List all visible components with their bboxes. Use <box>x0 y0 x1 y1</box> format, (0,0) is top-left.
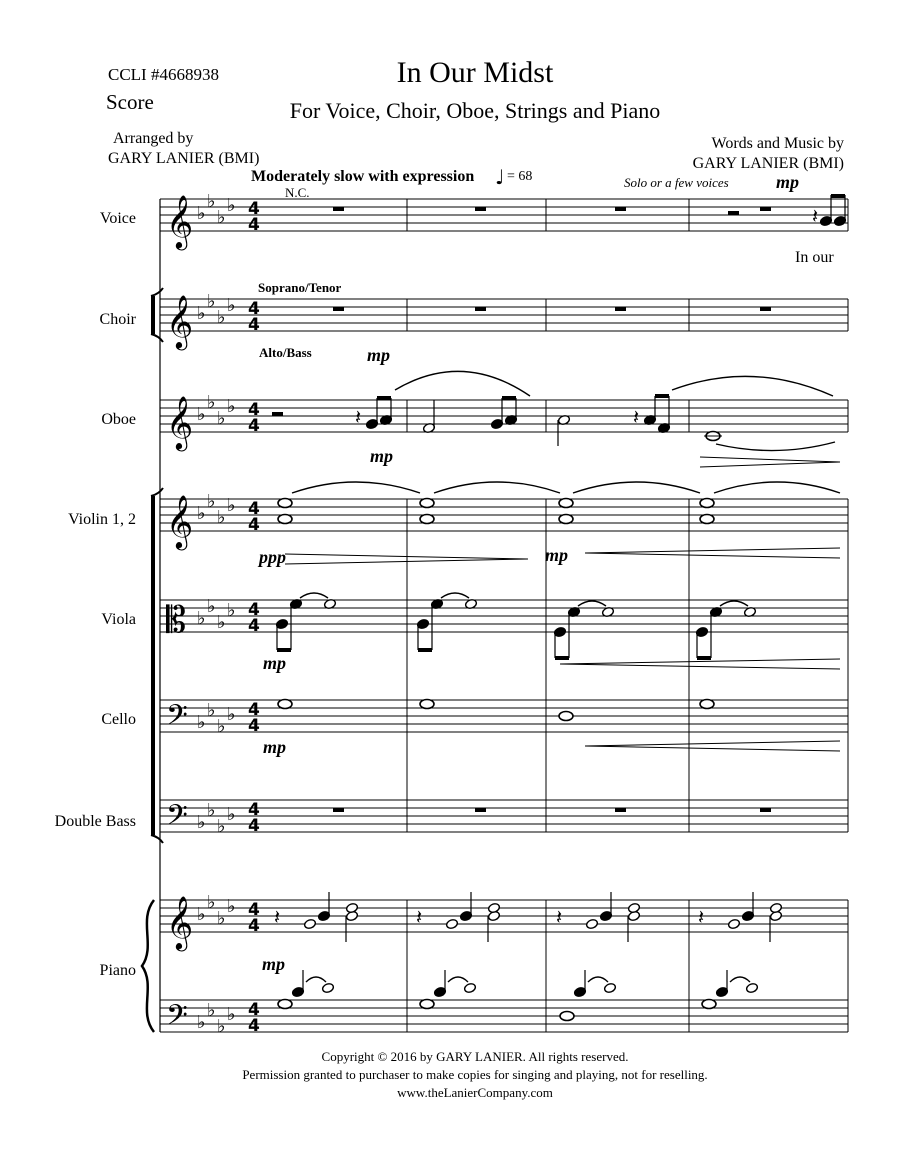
whole-note <box>700 700 714 709</box>
quarter-rest-icon: 𝄽 <box>416 905 423 929</box>
whole-note <box>420 499 434 508</box>
score-label: Score <box>106 90 154 114</box>
instrument-label-voice: Voice <box>99 210 136 227</box>
flat-icon: ♭ <box>197 404 206 425</box>
flat-icon: ♭ <box>197 303 206 324</box>
notehead <box>321 982 334 993</box>
dynamic-ppp-violin: ppp <box>259 547 286 567</box>
time-signature-4: 4 <box>248 916 260 936</box>
hairpin <box>585 548 840 553</box>
instrument-label-violin: Violin 1, 2 <box>68 511 136 528</box>
dynamic-mp-oboe-below: mp <box>370 446 394 466</box>
slur <box>300 593 328 598</box>
whole-rest-icon <box>475 207 486 211</box>
flat-icon: ♭ <box>217 207 226 228</box>
whole-note <box>700 499 714 508</box>
whole-note <box>702 1000 716 1009</box>
composer-name: GARY LANIER (BMI) <box>692 155 844 172</box>
notehead <box>445 918 458 929</box>
whole-note <box>559 499 573 508</box>
slur <box>730 977 750 982</box>
choir-bracket <box>151 296 155 334</box>
flat-icon: ♭ <box>227 704 236 725</box>
whole-rest-icon <box>333 808 344 812</box>
strings-bracket <box>151 496 155 835</box>
no-chord-marking: N.C. <box>285 185 310 200</box>
dynamic-mp-piano: mp <box>262 954 286 974</box>
time-signature-4: 4 <box>248 515 260 535</box>
notehead <box>769 902 782 913</box>
notehead <box>303 918 316 929</box>
notehead <box>487 902 500 913</box>
time-signature-4: 4 <box>248 499 260 519</box>
soprano-tenor-label: Soprano/Tenor <box>258 280 342 295</box>
slur <box>292 482 420 493</box>
whole-rest-icon <box>760 207 771 211</box>
flat-icon: ♭ <box>207 491 216 512</box>
flat-icon: ♭ <box>207 191 216 212</box>
notehead <box>345 902 358 913</box>
whole-note <box>700 515 714 524</box>
flat-icon: ♭ <box>207 800 216 821</box>
flat-icon: ♭ <box>217 908 226 929</box>
treble-clef-icon: 𝄞 <box>166 294 194 348</box>
tempo-quarter-note-icon: ♩ <box>495 165 505 189</box>
flat-icon: ♭ <box>217 507 226 528</box>
whole-rest-icon <box>333 307 344 311</box>
flat-icon: ♭ <box>207 700 216 721</box>
whole-rest-icon <box>760 808 771 812</box>
flat-icon: ♭ <box>207 596 216 617</box>
whole-rest-icon <box>760 307 771 311</box>
time-signature-4: 4 <box>248 1016 260 1036</box>
website-url: www.theLanierCompany.com <box>397 1085 553 1100</box>
flat-icon: ♭ <box>217 816 226 837</box>
copyright-notice: Copyright © 2016 by GARY LANIER. All rights reserved. <box>321 1049 629 1064</box>
permission-notice: Permission granted to purchaser to make copies for singing and playing, not for reselling. <box>242 1067 708 1082</box>
quarter-rest-icon: 𝄽 <box>274 905 281 929</box>
flat-icon: ♭ <box>217 1016 226 1037</box>
dynamic-mp-cello: mp <box>263 737 287 757</box>
slur <box>578 601 606 606</box>
time-signature-4: 4 <box>248 416 260 436</box>
hairpin <box>585 746 840 751</box>
time-signature-4: 4 <box>248 716 260 736</box>
whole-rest-icon <box>615 808 626 812</box>
quarter-rest-icon: 𝄽 <box>556 905 563 929</box>
quarter-rest-icon: 𝄽 <box>633 405 640 429</box>
strings-bracket-bottom <box>151 835 163 843</box>
time-signature-4: 4 <box>248 900 260 920</box>
choir-bracket-bottom <box>151 334 163 342</box>
slur <box>441 593 469 598</box>
flat-icon: ♭ <box>207 1000 216 1021</box>
flat-icon: ♭ <box>227 195 236 216</box>
hairpin <box>700 462 840 467</box>
slur <box>573 482 700 493</box>
flat-icon: ♭ <box>207 291 216 312</box>
flat-icon: ♭ <box>197 503 206 524</box>
half-rest-icon <box>728 211 739 215</box>
flat-icon: ♭ <box>227 295 236 316</box>
slur <box>306 977 326 982</box>
time-signature-4: 4 <box>248 800 260 820</box>
treble-clef-icon: 𝄞 <box>166 895 194 949</box>
notehead <box>727 918 740 929</box>
whole-rest-icon <box>475 808 486 812</box>
time-signature-4: 4 <box>248 400 260 420</box>
whole-note <box>278 700 292 709</box>
bass-clef-icon: 𝄢 <box>166 799 188 839</box>
flat-icon: ♭ <box>227 495 236 516</box>
treble-clef-icon: 𝄞 <box>166 395 194 449</box>
time-signature-4: 4 <box>248 700 260 720</box>
hairpin <box>560 664 840 669</box>
slur <box>434 482 560 493</box>
solo-note: Solo or a few voices <box>624 175 729 190</box>
quarter-rest-icon: 𝄽 <box>355 405 362 429</box>
instrument-label-viola: Viola <box>101 611 136 628</box>
slur <box>395 371 530 396</box>
whole-note <box>420 515 434 524</box>
page-title: In Our Midst <box>396 56 554 89</box>
choir-bracket-top <box>151 288 163 296</box>
slur <box>588 977 608 982</box>
flat-icon: ♭ <box>217 408 226 429</box>
dynamic-mp-oboe-above: mp <box>367 345 391 365</box>
flat-icon: ♭ <box>217 612 226 633</box>
flat-icon: ♭ <box>197 203 206 224</box>
time-signature-4: 4 <box>248 816 260 836</box>
half-rest-icon <box>272 412 283 416</box>
dynamic-mp-violin: mp <box>545 545 569 565</box>
notehead <box>603 982 616 993</box>
whole-rest-icon <box>615 207 626 211</box>
whole-rest-icon <box>475 307 486 311</box>
dynamic-mp-voice: mp <box>776 172 800 192</box>
slur <box>720 601 748 606</box>
slur <box>448 977 468 982</box>
flat-icon: ♭ <box>207 392 216 413</box>
whole-rest-icon <box>615 307 626 311</box>
flat-icon: ♭ <box>207 892 216 913</box>
instrument-label-double-bass: Double Bass <box>54 813 136 830</box>
treble-clef-icon: 𝄞 <box>166 494 194 548</box>
whole-note <box>560 1012 574 1021</box>
lyric-in-our: In our <box>795 249 834 266</box>
whole-note <box>559 712 573 721</box>
slur <box>714 482 840 493</box>
instrument-label-piano: Piano <box>99 962 136 979</box>
flat-icon: ♭ <box>227 600 236 621</box>
flat-icon: ♭ <box>197 1012 206 1033</box>
quarter-rest-icon: 𝄽 <box>698 905 705 929</box>
flat-icon: ♭ <box>197 712 206 733</box>
flat-icon: ♭ <box>227 396 236 417</box>
alto-bass-label: Alto/Bass <box>259 345 312 360</box>
flat-icon: ♭ <box>197 904 206 925</box>
bass-clef-icon: 𝄢 <box>166 999 188 1039</box>
dynamic-mp-viola: mp <box>263 653 287 673</box>
hairpin <box>585 741 840 746</box>
treble-clef-icon: 𝄞 <box>166 194 194 248</box>
whole-note <box>278 515 292 524</box>
arranger-name: GARY LANIER (BMI) <box>108 150 260 167</box>
subtitle: For Voice, Choir, Oboe, Strings and Piano <box>289 98 661 123</box>
instrument-label-cello: Cello <box>101 711 136 728</box>
whole-rest-icon <box>333 207 344 211</box>
time-signature-4: 4 <box>248 215 260 235</box>
notehead <box>745 982 758 993</box>
time-signature-4: 4 <box>248 1000 260 1020</box>
quarter-rest-icon: 𝄽 <box>812 204 819 228</box>
tempo-bpm: = 68 <box>507 169 533 184</box>
whole-note <box>278 1000 292 1009</box>
ccli-number: CCLI #4668938 <box>108 65 219 84</box>
hairpin <box>585 553 840 558</box>
time-signature-4: 4 <box>248 616 260 636</box>
bass-clef-icon: 𝄢 <box>166 699 188 739</box>
notehead <box>463 982 476 993</box>
tempo-marking: Moderately slow with expression <box>251 168 475 185</box>
slur <box>672 376 833 396</box>
arranged-by-label: Arranged by <box>113 130 194 147</box>
flat-icon: ♭ <box>227 804 236 825</box>
whole-note <box>420 1000 434 1009</box>
slur <box>716 442 835 451</box>
flat-icon: ♭ <box>227 896 236 917</box>
flat-icon: ♭ <box>217 307 226 328</box>
time-signature-4: 4 <box>248 199 260 219</box>
hairpin <box>700 457 840 462</box>
alto-clef-icon: 𝄡 <box>166 600 187 641</box>
instrument-label-choir: Choir <box>99 311 136 328</box>
flat-icon: ♭ <box>197 812 206 833</box>
time-signature-4: 4 <box>248 315 260 335</box>
instrument-label-oboe: Oboe <box>101 411 136 428</box>
whole-note <box>559 515 573 524</box>
notehead <box>585 918 598 929</box>
piano-brace <box>142 900 154 1032</box>
flat-icon: ♭ <box>227 1004 236 1025</box>
whole-note <box>420 700 434 709</box>
notehead <box>627 902 640 913</box>
time-signature-4: 4 <box>248 299 260 319</box>
flat-icon: ♭ <box>217 716 226 737</box>
strings-bracket-top <box>151 488 163 496</box>
words-music-label: Words and Music by <box>711 135 844 152</box>
time-signature-4: 4 <box>248 600 260 620</box>
whole-note <box>278 499 292 508</box>
flat-icon: ♭ <box>197 608 206 629</box>
